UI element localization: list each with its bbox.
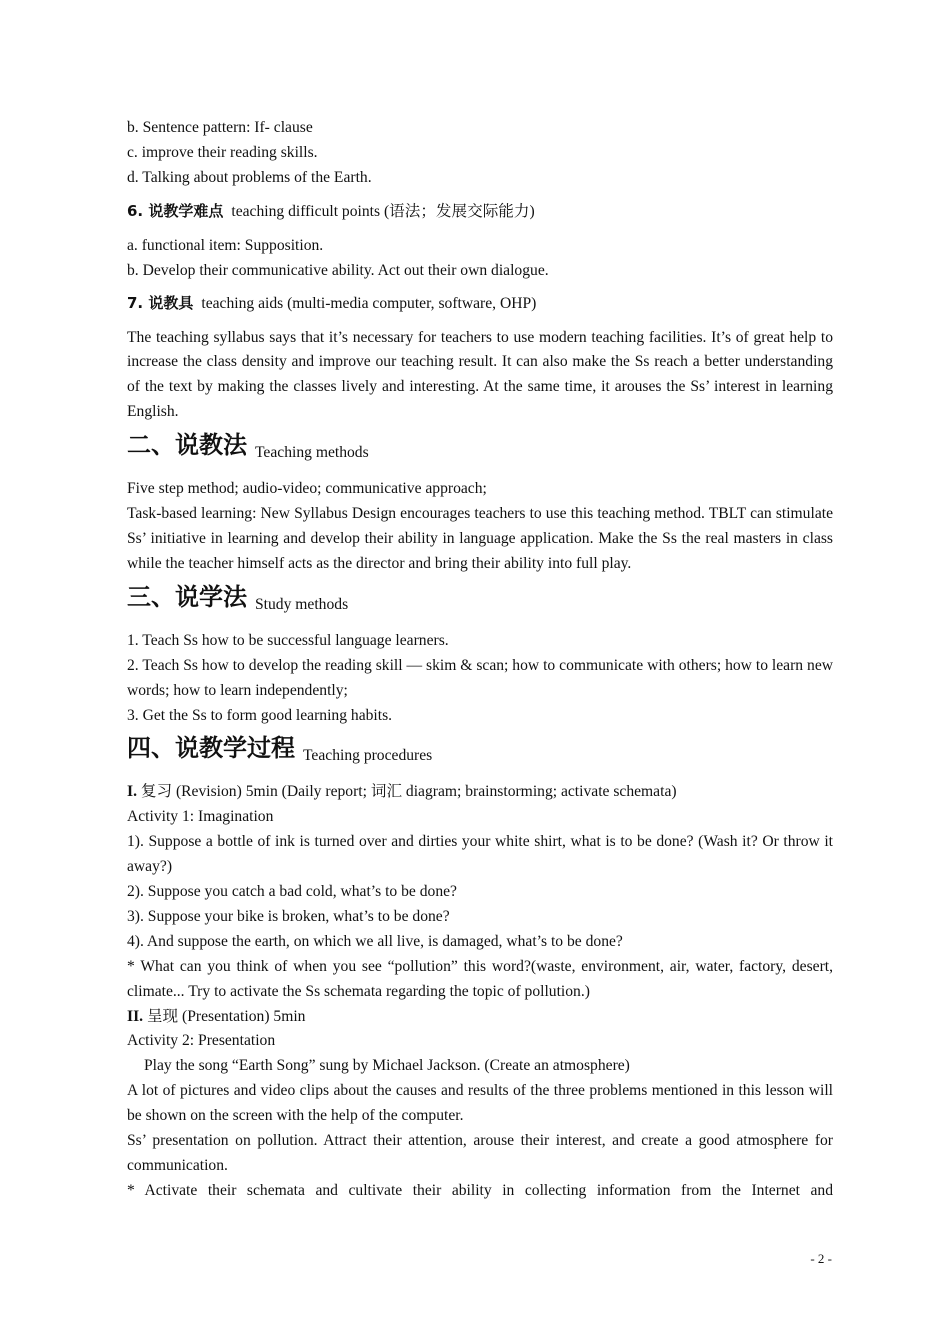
song-line: Play the song “Earth Song” sung by Michael Jackson. (Create an atmosphere) (144, 1057, 630, 1075)
study-method-item: 2. Teach Ss how to develop the reading skill — skim & scan; how to communicate with others; how to learn new words; how to learn independently; (127, 656, 833, 699)
pollution-note: * What can you think of when you see “pollution” this word?(waste, environment, air, water, factory, desert, climate... Try to activate the Ss schemata regarding the topic of pollution.) (127, 957, 833, 1000)
step-2-number: II. (127, 1007, 144, 1025)
part-3-title-zh: 三、说学法 (127, 582, 247, 611)
methods-line: Five step method; audio-video; communicative approach; (127, 480, 487, 498)
section-6-heading (127, 199, 833, 221)
question-2: 2). Suppose you catch a bad cold, what’s to be done? (127, 883, 457, 901)
section-7-title-zh: 7. 说教具 (127, 293, 194, 312)
part-3-heading (127, 577, 833, 617)
step-1-line (127, 780, 833, 805)
part-2-title-zh: 二、说教法 (127, 431, 247, 460)
part-2-title-en: Teaching methods (255, 444, 369, 462)
difficult-point-item: a. functional item: Supposition. (127, 236, 324, 254)
study-method-item: 1. Teach Ss how to be successful language learners. (127, 631, 449, 649)
step-1-number: I. (127, 783, 137, 801)
step-1-text: 复习 (Revision) 5min (Daily report; 词汇 diagram; brainstorming; activate schemata) (140, 783, 677, 801)
schemata-note: * Activate their schemata and cultivate their ability in collecting information from the Internet and (127, 1181, 833, 1199)
pictures-paragraph: A lot of pictures and video clips about the causes and results of the three problems mentioned in this lesson will be shown on the screen with the help of the computer. (127, 1082, 833, 1125)
question-3: 3). Suppose your bike is broken, what’s to be done? (127, 907, 450, 925)
objective-item: d. Talking about problems of the Earth. (127, 168, 372, 186)
activity-2-title: Activity 2: Presentation (127, 1032, 276, 1050)
section-6-title-en: teaching difficult points (语法；发展交际能力) (231, 202, 535, 220)
step-2-text: 呈现 (Presentation) 5min (146, 1007, 306, 1025)
section-7-heading (127, 292, 833, 313)
teaching-aids-paragraph: The teaching syllabus says that it’s necessary for teachers to use modern teaching facilities. It’s of great help to increase the class density and improve our teaching result. It can also make the Ss reach a better understanding of the text by making the classes lively and interesting. At the same time, it arouses the Ss’ interest in learning English. (127, 328, 833, 421)
section-6-title-zh: 6. 说教学难点 (127, 201, 224, 220)
study-method-item: 3. Get the Ss to form good learning habits. (127, 706, 393, 724)
section-7-title-en: teaching aids (multi-media computer, software, OHP) (201, 294, 537, 312)
part-4-title-zh: 四、说教学过程 (127, 734, 295, 763)
part-4-heading (127, 728, 833, 768)
ss-presentation-paragraph: Ss’ presentation on pollution. Attract their attention, arouse their interest, and create a good atmosphere for communication. (127, 1132, 833, 1174)
methods-paragraph: Task-based learning: New Syllabus Design encourages teachers to use this teaching method. TBLT can stimulate Ss’ initiative in learning and develop their ability in language application. Make the Ss the real masters in class while the teacher himself acts as the director and bring their ability into full play. (127, 505, 833, 572)
objective-item: c. improve their reading skills. (127, 143, 318, 161)
activity-1-title: Activity 1: Imagination (127, 808, 274, 826)
question-4: 4). And suppose the earth, on which we all live, is damaged, what’s to be done? (127, 932, 623, 950)
objective-item: b. Sentence pattern: If- clause (127, 119, 313, 136)
document-page (127, 116, 833, 1204)
part-3-title-en: Study methods (255, 595, 349, 613)
page-number: - 2 - (810, 1251, 832, 1266)
part-4-title-en: Teaching procedures (303, 747, 433, 765)
question-1: 1). Suppose a bottle of ink is turned over and dirties your white shirt, what is to be done? (Wash it? Or throw it away?) (127, 833, 833, 876)
step-2-line (127, 1005, 833, 1030)
part-2-heading (127, 425, 833, 465)
difficult-point-item: b. Develop their communicative ability. Act out their own dialogue. (127, 261, 549, 279)
